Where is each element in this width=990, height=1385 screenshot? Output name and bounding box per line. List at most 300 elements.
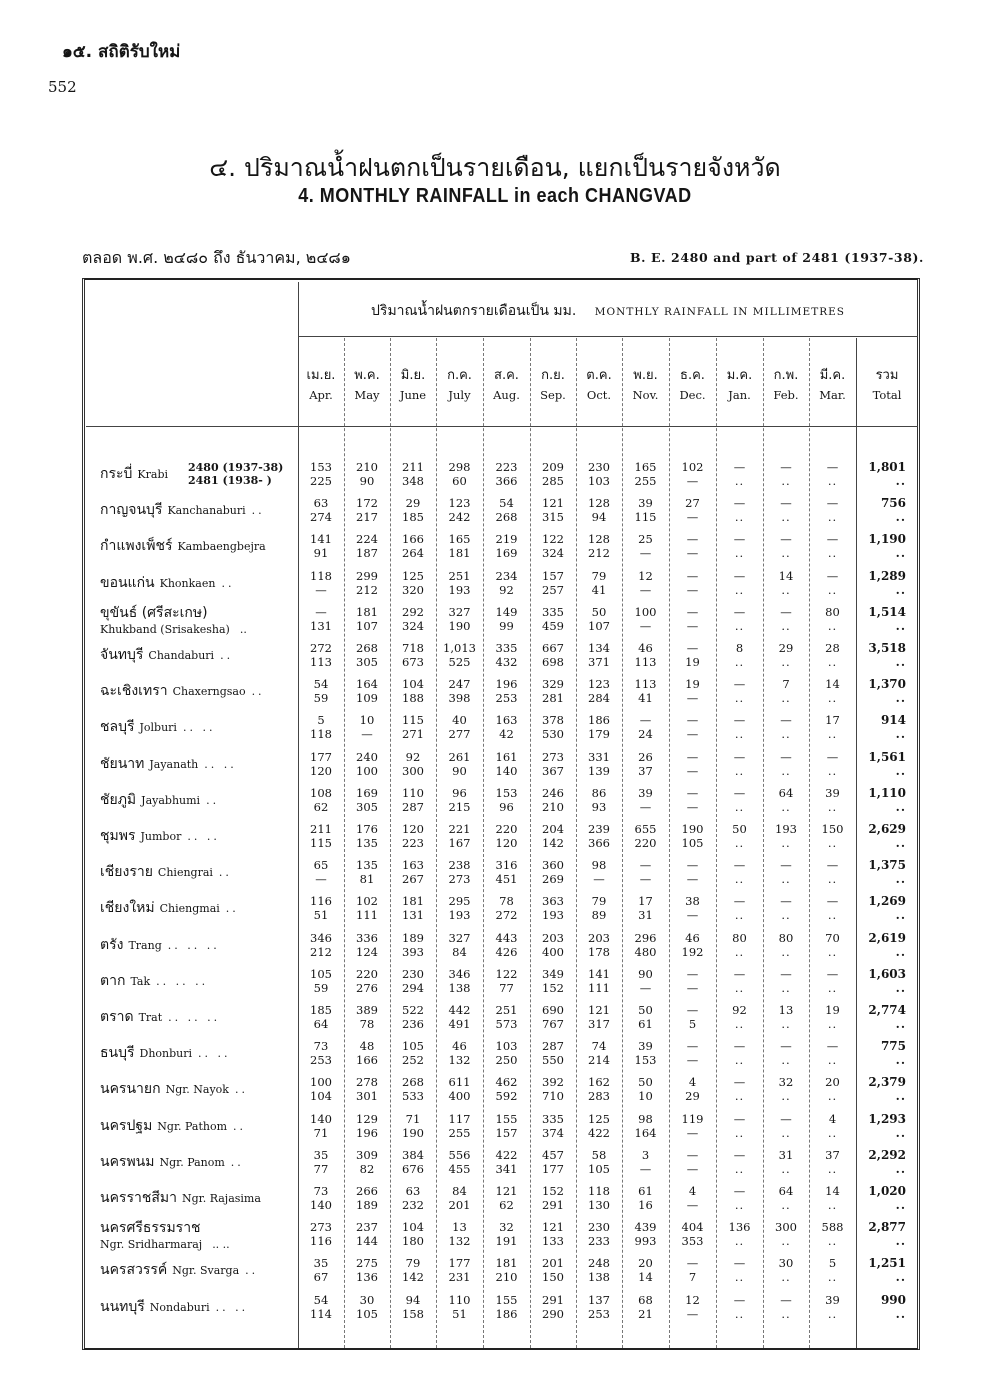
rainfall-cell: 196 [356, 1125, 378, 1140]
rainfall-cell: 211 [402, 460, 424, 474]
rainfall-cell: 116 [310, 894, 332, 909]
province-name-english: Ngr. Svarga [172, 1264, 240, 1278]
rainfall-cell: .. [781, 655, 791, 669]
rainfall-cell: 144 [356, 1234, 378, 1249]
rainfall-cell: 124 [356, 944, 378, 959]
rainfall-cell: 315 [542, 510, 564, 525]
province-label [100, 1296, 248, 1318]
rainfall-cell: 267 [402, 872, 424, 887]
rainfall-cell: 163 [402, 858, 424, 873]
rainfall-cell: 767 [542, 1017, 564, 1031]
rainfall-cell: 230 [588, 460, 610, 474]
rainfall-cell: 348 [402, 474, 424, 488]
rainfall-cell: 255 [448, 1125, 471, 1140]
rainfall-cell: — [780, 1039, 792, 1054]
rainfall-cell: 274 [310, 510, 332, 525]
column-header-english: July [448, 388, 471, 402]
province-name-thai: กระบี่ [100, 466, 133, 482]
rainfall-cell: 3 [641, 1147, 650, 1162]
rainfall-cell: 118 [310, 568, 332, 583]
rainfall-cell: — [733, 1039, 746, 1054]
rainfall-cell: 231 [448, 1270, 471, 1285]
rainfall-cell: 335 [542, 604, 564, 619]
rainfall-cell: 673 [402, 655, 424, 669]
rainfall-cell: 104 [402, 1220, 424, 1235]
rainfall-cell: 13 [452, 1220, 467, 1235]
leader-dots: .. .. .. [156, 974, 209, 988]
rainfall-cell: 264 [402, 546, 424, 561]
column-header-english: June [399, 388, 427, 402]
rainfall-cell: 125 [588, 1111, 610, 1126]
rainfall-cell: 277 [448, 727, 471, 742]
rainfall-cell: 295 [448, 894, 471, 909]
rainfall-cell: .. [734, 836, 745, 850]
column-header-thai: ก.พ. [773, 368, 799, 383]
rainfall-cell: 611 [448, 1075, 471, 1090]
rainfall-cell: 239 [588, 822, 610, 836]
total-cell: .. [895, 727, 906, 742]
rainfall-cell: 250 [495, 1053, 518, 1068]
rainfall-cell: 92 [732, 1003, 747, 1017]
rainfall-cell: — [780, 460, 792, 474]
rainfall-cell: 7 [688, 1270, 697, 1285]
total-cell: 1,190 [868, 532, 906, 547]
column-header-thai: พ.ค. [354, 368, 380, 383]
rainfall-cell: 19 [685, 677, 700, 692]
rainfall-cell: — [733, 1147, 746, 1162]
province-name-english: Chandaburi [148, 649, 215, 662]
total-cell: 1,110 [868, 785, 906, 800]
rainfall-cell: 10 [638, 1089, 653, 1104]
rainfall-cell: 320 [402, 582, 424, 597]
rainfall-cell: .. [827, 1161, 838, 1176]
rainfall-cell: .. [781, 1306, 791, 1321]
rainfall-cell: 120 [310, 763, 332, 778]
rainfall-cell: 54 [313, 677, 329, 692]
rainfall-cell: 64 [313, 1017, 329, 1031]
province-name-thai: ชัยนาท [100, 755, 145, 772]
rainfall-cell: 141 [310, 532, 332, 547]
rainfall-cell: 108 [310, 785, 332, 800]
rainfall-cell: 153 [310, 460, 332, 474]
column-header-oct [576, 364, 622, 402]
leader-dots: .. .. [198, 1047, 231, 1061]
rainfall-cell: — [686, 1306, 699, 1321]
rainfall-cell: 196 [495, 677, 518, 692]
province-label [100, 789, 219, 811]
rainfall-cell: 240 [356, 749, 378, 764]
rainfall-cell: 177 [310, 749, 332, 764]
rainfall-cell: 294 [402, 980, 424, 995]
rainfall-cell: — [733, 1256, 746, 1271]
rainfall-cell: 292 [402, 604, 424, 619]
rainfall-cell: .. [781, 1053, 791, 1068]
rainfall-cell: 138 [448, 980, 471, 995]
column-header-may [344, 364, 390, 402]
rainfall-cell: 491 [448, 1017, 471, 1031]
rainfall-cell: 136 [728, 1220, 751, 1235]
rainfall-cell: 133 [542, 1234, 564, 1249]
province-name-thai: ฉะเชิงเทรา [100, 683, 168, 700]
province-label [100, 1115, 246, 1137]
leader-dots: .. .. [187, 830, 220, 843]
rainfall-cell: 336 [356, 930, 378, 945]
rainfall-cell: 392 [542, 1075, 564, 1090]
rainfall-cell: 25 [638, 532, 653, 547]
province-name-thai: ชุมพร [100, 828, 136, 844]
rainfall-cell: 251 [495, 1003, 518, 1017]
rainfall-cell: 51 [313, 908, 329, 923]
rainfall-cell: 153 [495, 785, 518, 800]
rainfall-cell: 131 [310, 618, 332, 633]
rainfall-cell: 94 [405, 1292, 421, 1307]
rainfall-cell: 710 [542, 1089, 564, 1104]
rainfall-cell: 39 [825, 785, 840, 800]
rainfall-cell: 117 [448, 1111, 471, 1126]
rainfall-cell: 38 [685, 894, 700, 909]
rainfall-cell: 63 [313, 496, 329, 511]
rainfall-cell: .. [827, 510, 838, 525]
rainfall-cell: .. [827, 691, 838, 706]
rainfall-cell: 324 [542, 546, 564, 561]
rainfall-cell: 329 [542, 677, 564, 692]
province-name-english: Jolburi [139, 721, 177, 735]
total-cell: 756 [880, 496, 906, 511]
rainfall-cell: .. [781, 582, 791, 597]
total-cell: .. [895, 655, 906, 669]
rainfall-cell: 13 [778, 1003, 794, 1017]
rainfall-cell: 59 [313, 980, 329, 995]
rainfall-cell: .. [827, 1306, 838, 1321]
rainfall-cell: — [686, 582, 699, 597]
rainfall-cell: 92 [499, 582, 514, 597]
rainfall-cell: — [780, 496, 792, 511]
rainfall-cell: — [639, 799, 652, 814]
rainfall-cell: — [733, 1075, 746, 1090]
rainfall-cell: 17 [638, 894, 653, 909]
rainfall-cell: 223 [402, 836, 424, 850]
rainfall-cell: .. [734, 908, 745, 923]
rainfall-cell: .. [734, 799, 745, 814]
rainfall-cell: .. [781, 836, 791, 850]
rainfall-cell: 71 [313, 1125, 329, 1140]
rainfall-cell: 115 [634, 510, 657, 525]
rainfall-cell: 366 [495, 474, 518, 488]
rainfall-cell: 155 [495, 1292, 518, 1307]
total-cell: .. [895, 799, 906, 814]
rainfall-cell: 41 [591, 582, 607, 597]
column-header-total [856, 364, 918, 402]
province-name-english: Krabi [137, 468, 168, 481]
rainfall-cell: 181 [356, 604, 378, 619]
column-header-thai: ก.ย. [541, 368, 565, 383]
province-label [100, 1151, 244, 1173]
rainfall-cell: 176 [356, 822, 378, 836]
rainfall-cell: 179 [588, 727, 610, 742]
rainfall-cell: 118 [310, 727, 332, 742]
total-cell: .. [895, 836, 906, 850]
rainfall-cell: 287 [402, 799, 424, 814]
rainfall-cell: .. [734, 1017, 745, 1031]
rainfall-cell: 316 [495, 858, 518, 873]
province-name-thai: นครนายก [100, 1081, 161, 1098]
rainfall-cell: .. [734, 980, 745, 995]
rainfall-cell: 123 [448, 496, 471, 511]
rainfall-cell: 74 [591, 1039, 607, 1054]
rainfall-cell: .. [781, 1161, 791, 1176]
leader-dots: .. .. [204, 757, 237, 771]
rainfall-cell: 29 [405, 496, 421, 511]
province-name-english: Khonkaen [159, 576, 216, 590]
rainfall-cell: 5 [688, 1017, 697, 1031]
rainfall-cell: 48 [359, 1039, 375, 1054]
rainfall-cell: 165 [634, 460, 657, 474]
rainfall-cell: .. [827, 944, 838, 959]
column-header-thai: มิ.ย. [400, 368, 426, 383]
rainfall-cell: 220 [356, 966, 378, 981]
province-name-english: Ngr. Pathom [157, 1119, 228, 1133]
column-header-thai: ธ.ค. [680, 368, 705, 383]
rainfall-cell: 31 [778, 1147, 794, 1162]
column-header-july [436, 364, 483, 402]
rainfall-cell: 432 [495, 655, 518, 669]
rainfall-cell: 21 [638, 1306, 653, 1321]
province-name-english: Nondaburi [149, 1300, 210, 1314]
leader-dots: .. .. .. [168, 1011, 221, 1024]
rainfall-cell: 129 [356, 1111, 378, 1126]
rainfall-cell: 236 [402, 1017, 424, 1031]
rainfall-cell: 281 [542, 691, 564, 706]
total-cell: 1,603 [868, 966, 906, 981]
rainfall-cell: 189 [356, 1198, 378, 1212]
rainfall-cell: 275 [356, 1256, 378, 1271]
total-cell: .. [895, 618, 906, 633]
rainfall-cell: 232 [402, 1198, 424, 1212]
rainfall-cell: 165 [448, 532, 471, 547]
rainfall-cell: 690 [542, 1003, 564, 1017]
province-name-english: Chiengrai [157, 866, 213, 880]
rainfall-cell: 41 [638, 691, 653, 706]
rainfall-cell: — [733, 894, 746, 909]
leader-dots: .. .. [215, 1300, 249, 1314]
rainfall-cell: 63 [405, 1184, 421, 1198]
rainfall-cell: 169 [495, 546, 518, 561]
rainfall-cell: 187 [356, 546, 378, 561]
rainfall-cell: — [826, 749, 839, 764]
rainfall-cell: 253 [588, 1306, 610, 1321]
rainfall-cell: — [826, 460, 839, 474]
rainfall-cell: — [315, 582, 327, 597]
rainfall-cell: — [686, 641, 699, 655]
rainfall-cell: .. [827, 474, 838, 488]
rainfall-cell: 167 [448, 836, 471, 850]
rainfall-cell: 73 [313, 1184, 329, 1198]
rainfall-cell: 272 [495, 908, 518, 923]
rainfall-cell: 341 [495, 1161, 518, 1176]
rainfall-cell: 115 [402, 713, 424, 728]
rainfall-cell: 94 [591, 510, 607, 525]
rainfall-cell: .. [734, 1161, 745, 1176]
rainfall-cell: 181 [402, 894, 424, 909]
rainfall-cell: 255 [634, 474, 657, 488]
rainfall-cell: — [733, 677, 746, 692]
rainfall-cell: 177 [542, 1161, 564, 1176]
rainfall-cell: 28 [825, 641, 840, 655]
rainfall-cell: 246 [542, 785, 564, 800]
rainfall-cell: .. [781, 1234, 791, 1249]
rainfall-cell: .. [827, 763, 838, 778]
rainfall-cell: 273 [310, 1220, 332, 1235]
rainfall-cell: — [686, 799, 699, 814]
rainfall-cell: 71 [405, 1111, 421, 1126]
rainfall-cell: — [686, 532, 699, 547]
province-name-thai: จันทบุรี [100, 647, 144, 663]
province-name-english: Jayanath [149, 757, 199, 771]
rainfall-cell: 225 [310, 474, 332, 488]
rainfall-cell: 180 [402, 1234, 424, 1249]
rainfall-cell: .. [827, 872, 838, 887]
rainfall-cell: 64 [778, 785, 794, 800]
column-header-english: Apr. [309, 388, 333, 402]
rainfall-cell: 214 [588, 1053, 610, 1068]
rainfall-cell: 14 [825, 1184, 840, 1198]
rainfall-cell: 221 [448, 822, 471, 836]
rainfall-cell: 50 [591, 604, 607, 619]
rainfall-cell: — [686, 1161, 699, 1176]
rainfall-cell: 122 [495, 966, 518, 981]
rainfall-cell: 533 [402, 1089, 424, 1104]
rainfall-cell: 4 [688, 1075, 697, 1090]
rainfall-cell: — [826, 1039, 839, 1054]
rainfall-cell: — [686, 713, 699, 728]
column-header-english: Oct. [586, 388, 612, 402]
province-label [100, 1042, 231, 1064]
rainfall-cell: 80 [732, 930, 747, 945]
rainfall-cell: 220 [495, 822, 518, 836]
rainfall-cell: 223 [495, 460, 518, 474]
rainfall-cell: 26 [638, 749, 653, 764]
rainfall-cell: 181 [495, 1256, 518, 1271]
total-cell: .. [895, 1306, 906, 1321]
rainfall-cell: 201 [448, 1198, 471, 1212]
rainfall-cell: 150 [821, 822, 844, 836]
leader-dots: .. [220, 649, 234, 662]
province-label [100, 861, 232, 883]
total-cell: .. [895, 691, 906, 706]
rainfall-cell: — [733, 604, 746, 619]
rainfall-cell: 268 [495, 510, 518, 525]
rainfall-cell: .. [781, 1270, 791, 1285]
rainfall-cell: 80 [825, 604, 840, 619]
rainfall-cell: — [639, 582, 652, 597]
rainfall-cell: 442 [448, 1003, 471, 1017]
rainfall-cell: — [639, 1161, 652, 1176]
title-thai: ๔. ปริมาณน้ำฝนตกเป็นรายเดือน, แยกเป็นรายจังหวัด [209, 153, 781, 182]
rainfall-cell: — [780, 858, 792, 873]
rainfall-cell: 164 [634, 1125, 657, 1140]
total-cell: 1,561 [868, 749, 906, 764]
rainfall-cell: .. [734, 474, 745, 488]
rainfall-cell: 278 [356, 1075, 378, 1090]
rainfall-cell: — [686, 1003, 699, 1017]
rainfall-cell: — [733, 1111, 746, 1126]
rainfall-cell: 335 [542, 1111, 564, 1126]
total-cell: .. [895, 1234, 906, 1249]
rainfall-cell: 39 [825, 1292, 840, 1307]
rainfall-cell: 300 [402, 763, 424, 778]
province-name-thai: ชัยภูมิ [100, 791, 137, 808]
rainfall-cell: — [639, 872, 652, 887]
rainfall-cell: 91 [313, 546, 329, 561]
province-name-thai: ขอนแก่น [100, 574, 155, 591]
rainfall-cell: 4 [828, 1111, 837, 1126]
rainfall-cell: 62 [313, 799, 329, 814]
province-label [100, 680, 265, 702]
rainfall-cell: 284 [588, 691, 610, 706]
column-header-jan [716, 364, 763, 402]
rainfall-cell: 121 [542, 496, 564, 511]
rainfall-cell: 157 [542, 568, 564, 583]
rainfall-cell: .. [734, 1125, 745, 1140]
rainfall-cell: 212 [356, 582, 378, 597]
rainfall-cell: — [826, 568, 839, 583]
column-header-thai: มี.ค. [819, 368, 846, 383]
rainfall-cell: 121 [495, 1184, 518, 1198]
rainfall-cell: 667 [542, 641, 564, 655]
running-head: ๑๕. สถิติรับใหม่ [62, 42, 181, 62]
rainfall-cell: .. [734, 727, 745, 742]
leader-dots: .. .. [182, 721, 216, 735]
rainfall-cell: — [826, 858, 839, 873]
province-name-english: Ngr. Panom [159, 1155, 225, 1169]
province-label [100, 825, 220, 847]
total-cell: .. [895, 1125, 906, 1140]
province-label [100, 753, 237, 775]
rainfall-cell: 588 [821, 1220, 844, 1235]
rainfall-cell: .. [781, 474, 791, 488]
rainfall-cell: — [686, 727, 699, 742]
rainfall-cell: 73 [313, 1039, 329, 1054]
rainfall-cell: — [361, 727, 373, 742]
rainfall-cell: — [686, 763, 699, 778]
rainfall-cell: 290 [542, 1306, 564, 1321]
rainfall-cell: 78 [359, 1017, 375, 1031]
rainfall-cell: 27 [685, 496, 700, 511]
rainfall-cell: 140 [310, 1111, 332, 1126]
rainfall-cell: 331 [588, 749, 610, 764]
rainfall-cell: 203 [542, 930, 564, 945]
rainfall-cell: 109 [356, 691, 378, 706]
rainfall-cell: 82 [359, 1161, 375, 1176]
rule-under-banner [298, 336, 918, 337]
rainfall-cell: 16 [638, 1198, 653, 1212]
rainfall-cell: 212 [588, 546, 610, 561]
province-name-english: Trang [128, 938, 162, 952]
rainfall-cell: 353 [681, 1234, 704, 1249]
rainfall-cell: .. [734, 1306, 745, 1321]
rainfall-cell: 130 [588, 1198, 610, 1212]
rainfall-cell: — [780, 532, 792, 547]
rainfall-cell: 366 [588, 836, 610, 850]
rainfall-cell: .. [734, 1198, 745, 1212]
province-name-english: Chaxerngsao [172, 685, 246, 699]
leader-dots: .. [251, 504, 265, 518]
column-header-dec [669, 364, 716, 402]
province-label [100, 1006, 220, 1028]
rainfall-cell: 104 [310, 1089, 332, 1104]
rainfall-cell: 404 [681, 1220, 704, 1235]
total-cell: .. [895, 1198, 906, 1212]
